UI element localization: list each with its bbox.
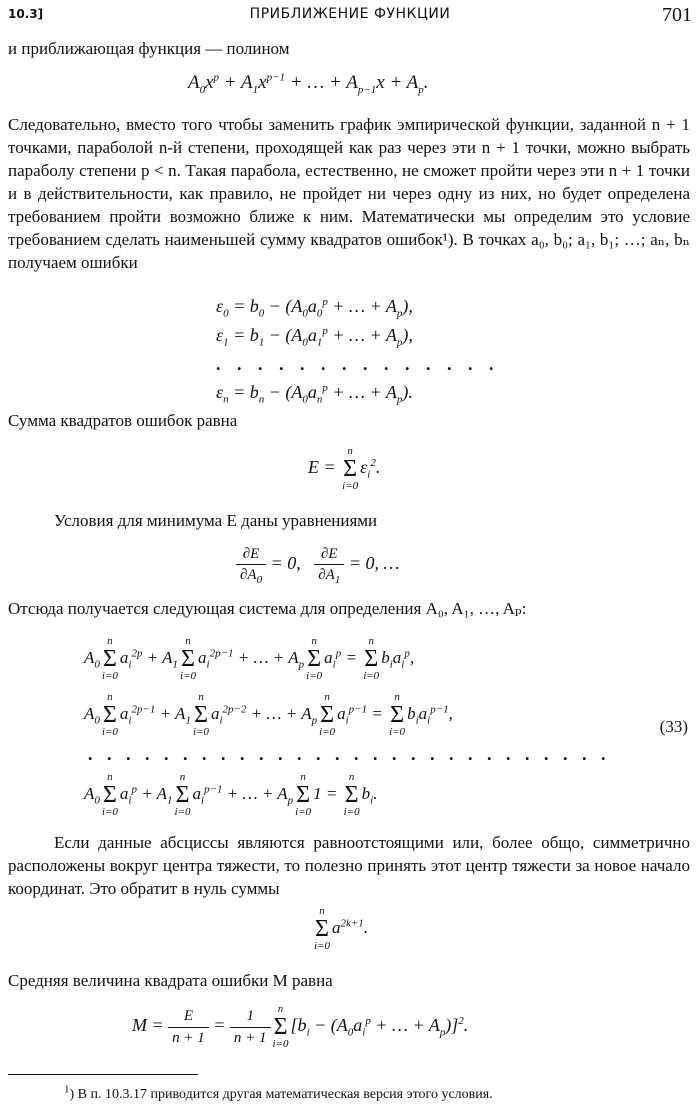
formula-E: E = n Σ i=0 $\varepsilon_i^2$.: [308, 445, 381, 492]
formula-system-row-last: $A_0$ n Σ i=0 $a_i^p + A_1$ n Σ i=0 $a_i^{p-1}$ + … + $A_p$ n Σ i=0 1 = n Σ i=0 $b_i$.: [84, 771, 378, 818]
running-title: ПРИБЛИЖЕНИЕ ФУНКЦИИ: [249, 6, 451, 22]
page-header: [8, 4, 692, 26]
paragraph-min-conditions: Условия для минимума E даны уравнениями: [54, 511, 378, 530]
sum-symbol: n Σ i=0: [342, 445, 359, 492]
paragraph-mean-square: Средняя величина квадрата ошибки M равна: [8, 971, 333, 990]
footnote-text: В п. 10.3.17 приводится другая математическая версия этого условия.: [77, 1087, 493, 1102]
section-number: 10.3]: [8, 7, 44, 21]
equation-number: (33): [659, 717, 688, 736]
paragraph-equidistant: Если данные абсциссы являются равноотстоящими или, более общо, симметрично расположены вокруг центра тяжести, то полезно принять этот центр тяжести за новое начало координат. Это обратит в нуль суммы: [8, 833, 690, 898]
paragraph-intro: и приближающая функция — полином: [8, 39, 290, 58]
paragraph-sum-squares: Сумма квадратов ошибок равна: [8, 411, 238, 430]
formula-polynomial: $A_0x^p + A_1x^{p-1}$ + … + $A_{p-1}x + A_p$.: [188, 71, 429, 96]
page-number: 701: [662, 4, 692, 26]
formula-odd-sums: n Σ i=0 $a^{2k+1}$.: [314, 905, 369, 952]
footnote-marker: $^1$): [64, 1083, 75, 1102]
paragraph-errors: Следовательно, вместо того чтобы заменить график эмпирической функции, заданной n + 1 точками, параболой n-й степени, проходящей как раз через эти n + 1 точки, можно выбрать параболу степени p < n. Такая парабола, естественно, не сможет пройти через эти n + 1 точки и в действительности, как правило, не пройдет ни через одну из них, но будет определена требованием пройти возможно ближе к ним. Математически мы определим это условие требованием сделать наименьшей сумму квадратов ошибок¹). В точках a₀, b₀; a₁, b₁; …; aₙ, bₙ получаем ошибки: [8, 115, 690, 272]
formula-error-system: $\varepsilon_0 = b_0 - (A_0a_0^p$ + … + $A_p$), $\varepsilon_1 = b_1 - (A_0a_1^p$ + … + $A_p$), . . . . . . . . . . . . . . $\varepsilon_n = b_n - (A_0a_n^p$ + … + $A_p$).: [216, 296, 500, 406]
footnote-rule: [8, 1074, 198, 1075]
system-ellipsis-row: . . . . . . . . . . . . . . . . . . . . . . . . . . . .: [88, 744, 611, 764]
formula-M: M = $\frac{E}{n + 1}$ = $\frac{1}{n + 1}$ n Σ i=0 [$b_i - (A_0a_i^p$ + … + $A_p)]^2$.: [132, 1003, 469, 1050]
formula-derivatives: $\frac{\partial E}{\partial A_0}$ = 0, $\frac{\partial E}{\partial A_1}$ = 0, …: [236, 544, 399, 586]
paragraph-system: Отсюда получается следующая система для определения A₀, A₁, …, Aₚ:: [8, 599, 527, 618]
formula-system-row-2: $A_0$ n Σ i=0 $a_i^{2p-1} + A_1$ n Σ i=0 $a_i^{2p-2}$ + … + $A_p$ n Σ i=0 $a_i^{p-1}$ = n Σ i=0 $b_ia_i^{p-1}$,: [84, 691, 453, 738]
footnote: [64, 1083, 493, 1105]
formula-system-row-1: $A_0$ n Σ i=0 $a_i^{2p} + A_1$ n Σ i=0 $a_i^{2p-1}$ + … + $A_p$ n Σ i=0 $a_i^p$ = n Σ i=0 $b_ia_i^p$,: [84, 635, 415, 682]
